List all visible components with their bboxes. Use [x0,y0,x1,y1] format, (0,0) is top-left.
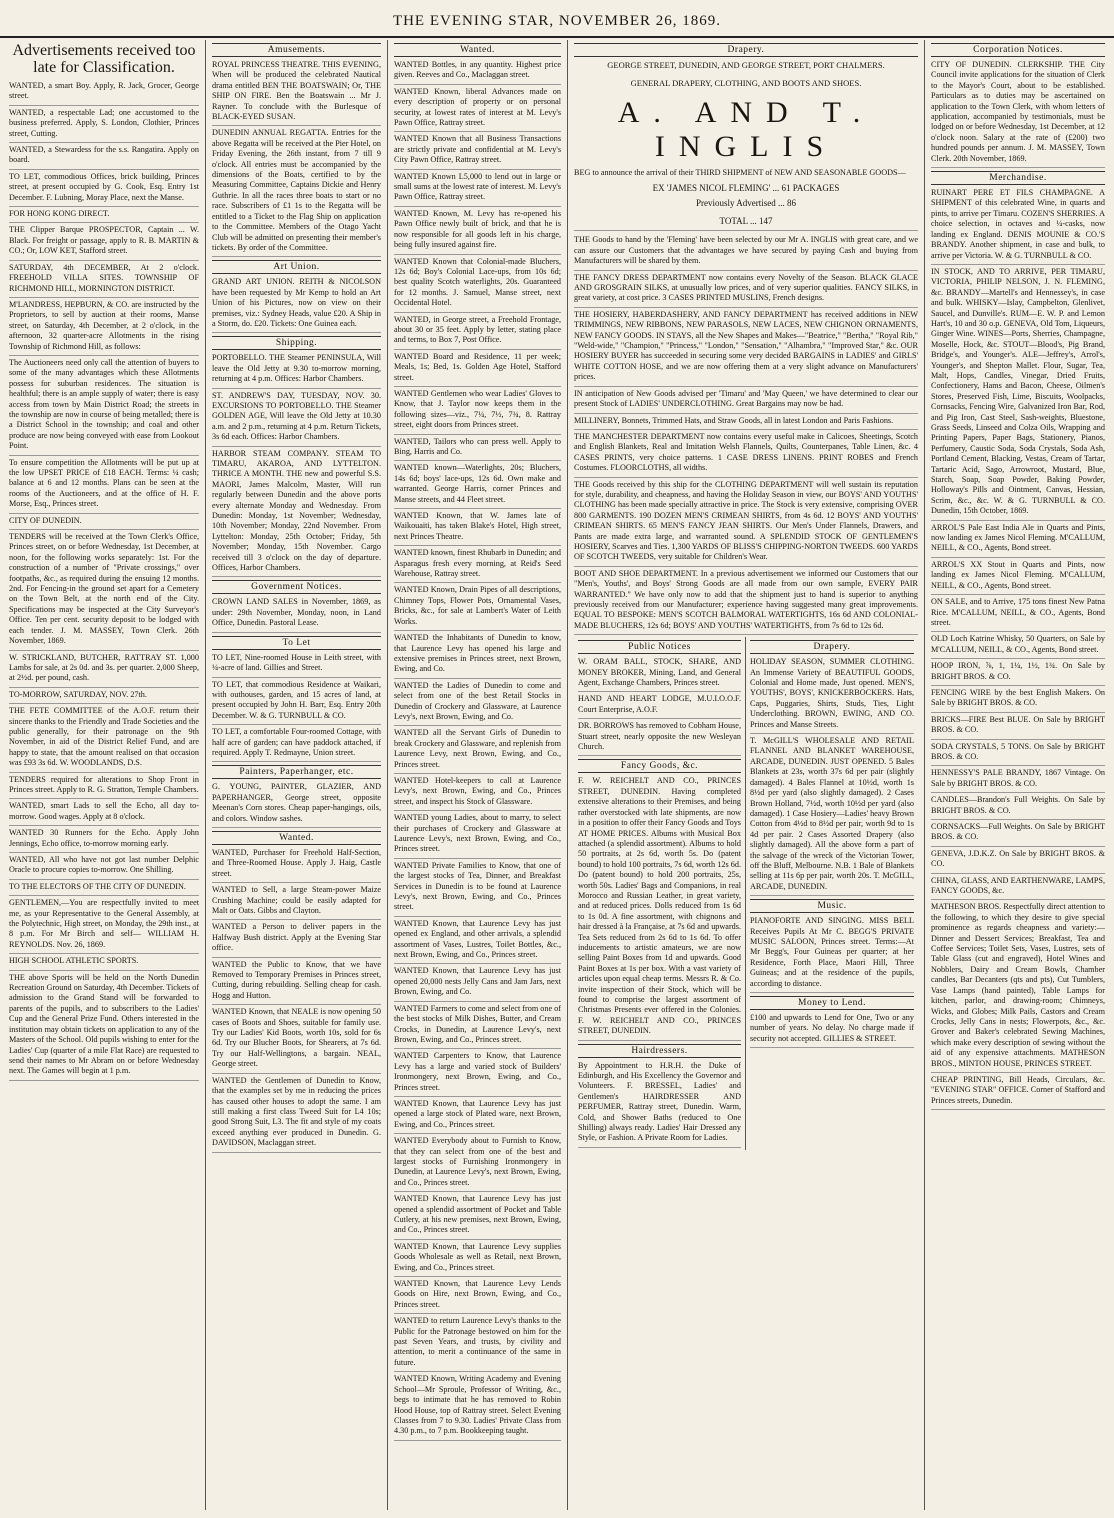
advertisement: CITY OF DUNEDIN. [9,516,199,530]
advertisement: WANTED Hotel-keepers to call at Laurence Levy's, next Brown, Ewing, and Co., Princes street, and inspect his Stock of Glassware. [394,776,561,811]
drapery-list-2 [750,657,914,896]
hairdressers-list [578,1061,741,1148]
advertisement: TO THE ELECTORS OF THE CITY OF DUNEDIN. [9,882,199,896]
public-notices-list [578,657,741,756]
ship-line-2: Previously Advertised ... 86 [696,198,796,209]
column-5 [925,40,1111,1510]
advertisement: CITY OF DUNEDIN. CLERKSHIP. THE City Council invite applications for the situation of Clerk to the Mayor's Court, about to be established. Particulars as to duties may be ascertained on application to the Town Clerk, with whom letters of application, accompanied by testimonials, must be lodged on or before Wednesday, 1st December, at 12 o'clock noon. Salary at the rate of (£200) two hundred pounds per annum. J. M. MASSEY, Town Clerk. 20th November, 1869. [931,60,1105,168]
advertisement: WANTED the Gentlemen of Dunedin to Know, that the examples set by me in reducing the prices has caused other houses to adopt the same. I am still making a first class Tweed Suit for L4 10s; good Strong Suit, L3. The fit and style of my coats exceed anything ever produced in Dunedin. G. DAVIDSON, Maclaggan street. [212,1076,381,1153]
advertisement: WANTED, All who have not got last number Delphic Oracle to procure copies to-morrow. One Shilling. [9,855,199,880]
advertisement: THE above Sports will be held on the North Dunedin Recreation Ground on Saturday, 4th December. Tickets of admission to the Grand Stand will be forwarded to parents of the pupils, and to subscribers to the Ladies' Cup and the General Prize Fund. Others interested in the institution may obtain tickets on application to any of the Masters of the School. Old pupils wishing to enter for the Ladies' Cup (quarter of a mile Flat Race) are requested to send their names to Mr Abram on or before Wednesday next. The Games will begin at 1 p.m. [9,973,199,1081]
late-ads-heading: Advertisements received too late for Classification. [12,42,196,76]
music-heading: Music. [750,899,914,913]
advertisement: WANTED Everybody about to Furnish to Know, that they can select from one of the best and largest stocks of Furnishing Ironmongery in Dunedin, at Laurence Levy's, next Brown, Ewing, and Co., Princes street. [394,1136,561,1192]
corporation-heading: Corporation Notices. [931,43,1105,57]
advertisement: W. STRICKLAND, BUTCHER, RATTRAY ST. 1,000 Lambs for sale, at 2s 0d. and 3s. per quarter. 2,000 Sheep, at 2½d. per pound, cash. [9,653,199,688]
advertisement: THE Goods to hand by the 'Fleming' have been selected by our Mr A. INGLIS with great care, and we can assure our Customers that the advantages we have secured by paying Cash and buying from Manufacturers will be shared by them. [574,235,918,270]
advertisement: HARBOR STEAM COMPANY. STEAM TO TIMARU, AKAROA, AND LYTTELTON. THRICE A MONTH. THE new and powerful S.S. MAORI, James Malcolm, Master, Will run regularly between Dunedin and the above ports every alternate Monday and Wednesday. From Dunedin: Monday, 1st November; Wednesday, 10th November; Monday, 22nd November. From Lyttelton: Monday, 25th October; Friday, 5th November; Monday, 15th November. Cargo received till 3 o'clock on the day of departure. Offices, Harbor Chambers. [212,449,381,578]
advertisement: WANTED known—Waterlights, 20s; Bluchers, 14s 6d; boys' lace-ups, 12s 6d. Own make and warranted. George Harris, corner Princes and Manse streets, and 44 Fleet street. [394,463,561,509]
advertisement: W. ORAM BALL, STOCK, SHARE, AND MONEY BROKER, Mining, Land, and General Agent, Exchange Chambers, Princes street. [578,657,741,692]
advertisement: WANTED Known, that NEALE is now opening 50 cases of Boots and Shoes, suitable for family use. Try our Ladies' Kid Boots, worth 10s, sold for 6s 6d. Try our Blucher Boots, for Shearers, at 7s 6d. Try our Half-Wellingtons, a bargain. NEAL, George street. [212,1007,381,1073]
shipping-list [212,353,381,577]
advertisement: TO LET, a comfortable Four-roomed Cottage, with half acre of garden; can have paddock attached, if required. Apply T. Redmayne, Union street. [212,727,381,762]
advertisement: WANTED, a smart Boy. Apply, R. Jack, Grocer, George street. [9,81,199,106]
advertisement: CHINA, GLASS, AND EARTHENWARE, LAMPS, FANCY GOODS, &c. [931,876,1105,901]
advertisement: WANTED Bottles, in any quantity. Highest price given. Reeves and Co., Maclaggan street. [394,60,561,85]
advertisement: WANTED Known, that Laurence Levy has just opened 20,000 nests Jelly Cans and Jam Jars, next Brown, Ewing, and Co. [394,966,561,1001]
drapery-top-line: GEORGE STREET, DUNEDIN, AND GEORGE STREET, PORT CHALMERS. [607,60,885,70]
advertisement: TO LET, Nine-roomed House in Leith street, with ¼-acre of land. Gillies and Street. [212,653,381,678]
advertisement: WANTED Known, that Laurence Levy supplies Goods Wholesale as well as Retail, next Brown, Ewing, and Co., Princes street. [394,1242,561,1277]
advertisement: MILLINERY, Bonnets, Trimmed Hats, and Straw Goods, all in latest London and Paris Fashions. [574,416,918,430]
advertisement: HENNESSY'S PALE BRANDY, 1867 Vintage. On Sale by BRIGHT BROS. & CO. [931,768,1105,793]
column-4-split [574,637,918,1150]
advertisement: GRAND ART UNION. REITH & NICOLSON have been requested by Mr Kemp to hold an Art Union of his Pictures, now on view on their premises, viz.: Sydney Heads, value £20. A Ship in a Storm, do. £20. Tickets: One Guinea each. [212,277,381,333]
advertisement: By Appointment to H.R.H. the Duke of Edinburgh, and His Excellency the Governor and Volunteers. F. BRESSEL, Ladies' and Gentlemen's HAIRDRESSER AND PERFUMER, Rattray street, Dunedin. Warm, Cold, and Shower Baths (reduced to One Shilling) always ready. Ladies' Hair Dressed any Style, or Fashion. A Private Room for Ladies. [578,1061,741,1148]
merchandise-list [931,188,1105,1110]
advertisement: MATHESON BROS. Respectfully direct attention to the following, to which they desire to give special prominence as regards cheapness and variety:— Dinner and Dessert Services; Breakfast, Tea and Coffee Services; Toilet Sets, Vases, Lustres, sets of Table Glass (cut and engraved), Hotel Wines and Nobblers, Dairy and Cream Bowls, Chamber candles, Bar Decanters (qts and pts), Cut Tumblers, Vase Lamps (hand painted), Table Lamps for kitchen, parlor, and drawing-room; Chimneys, Wicks, and Globes; Milk Pails, Castors and Cream Crocks, Jelly Cans in nests; Flowerpots, &c., &c. Grover and Baker's celebrated Sewing Machines, which make every description of sewing without the aid of any expensive attachments. MATHESON BROS., MINTON HOUSE, PRINCES STREET. [931,902,1105,1073]
column-1 [3,40,206,1510]
wanted-list [394,60,561,1441]
advertisement: ARROL'S XX Stout in Quarts and Pints, now landing ex James Nicol Fleming. M'CALLUM, NEILL, & CO., Agents, Bond street. [931,560,1105,595]
advertisement: WANTED Known that Colonial-made Bluchers, 12s 6d; Boy's Colonial Lace-ups, from 10s 6d; best quality Scotch waterlights, 20s. Guaranteed for 12 months. J. Samuel, Manse street, next Occidental Hotel. [394,257,561,313]
drapery-heading-2: Drapery. [750,640,914,654]
advertisement: WANTED Known, that Laurence Levy has just opened ex England, and other arrivals, a splendid assortment of Vases, Lustres, Toilet Bottles, &c., next Brown, Ewing, and Co., Princes street. [394,919,561,965]
advertisement: WANTED Known, that Laurence Levy Lends Goods on Hire, next Brown, Ewing, and Co., Princes street. [394,1279,561,1314]
advertisement: BRICKS—FIRE Best BLUE. On Sale by BRIGHT BROS. & CO. [931,715,1105,740]
column-4a [574,637,746,1150]
advertisement: IN anticipation of New Goods advised per 'Timaru' and 'May Queen,' we have determined to clear our present Stock of LADIES' UNDERCLOTHING. Great Bargains may now be had. [574,389,918,414]
advertisement: WANTED the Ladies of Dunedin to come and select from one of the best Retail Stocks in Dunedin of Crockery and Glassware, at Laurence Levy's, next Brown, Ewing, and Co. [394,681,561,727]
column-2 [206,40,388,1510]
advertisement: GENTLEMEN,—You are respectfully invited to meet me, as your Representative to the General Assembly, at the Polytechnic, High street, on Monday, the 29th inst., at 8 p.m. For Mr Birch and self— WILLIAM H. REYNOLDS. Nov. 26, 1869. [9,898,199,954]
advertisement: G. YOUNG, PAINTER, GLAZIER, AND PAPERHANGER, George street, opposite Meenan's Corn stores. Cheap paper-hangings, oils, and colors. Window sashes. [212,782,381,828]
art-union-list [212,277,381,333]
advertisement: CORNSACKS—Full Weights. On Sale by BRIGHT BROS. & CO. [931,822,1105,847]
wanted-heading-2: Wanted. [212,831,381,845]
amusements-list [212,60,381,257]
advertisement: WANTED, smart Lads to sell the Echo, all day to-morrow. Good wages. Apply at 8 o'clock. [9,801,199,826]
art-union-heading: Art Union. [212,260,381,274]
advertisement: BOOT AND SHOE DEPARTMENT. In a previous advertisement we informed our Customers that our "Men's, Youths', and Boys' Strong Goods are all made from our own sample, EVERY PAIR WARRANTED." We have only now to add that the shipment just to hand is superior to anything previously received from our Manufacturer; experience having suggested many great improvements. EQUAL TO BESPOKE: MEN'S SCOTCH BALMORAL WATERTIGHTS, 16s 6d AND COLONIAL-MADE BLUCHERS, 12s 6d; BOYS' AND YOUTHS' WATERTIGHTS, from 7s 6d to 12s 6d. [574,569,918,635]
advertisement: SODA CRYSTALS, 5 TONS. On Sale by BRIGHT BROS. & CO. [931,742,1105,767]
painters-heading: Painters, Paperhanger, etc. [212,765,381,779]
merchandise-heading: Merchandise. [931,171,1105,185]
advertisement: M'LANDRESS, HEPBURN, & CO. are instructed by the Proprietors, to sell by auction at their rooms, Manse street, on Saturday, 4th December, at 2 o'clock, in the afternoon, 32 quarter-acre Allotments in the rising Township of Richmond Hill, as follows: [9,300,199,356]
masthead: THE EVENING STAR, NOVEMBER 26, 1869. [0,6,1114,38]
advertisement: WANTED Known, M. Levy has re-opened his Pawn Office newly built of brick, and that he is now responsible for all goods left in his charge, being fully insured against fire. [394,209,561,255]
advertisement: HAND AND HEART LODGE, M.U.I.O.O.F. Court Enterprise, A.O.F. [578,694,741,719]
advertisement: WANTED, Purchaser for Freehold Half-Section, and Three-Roomed House. Apply J. Haig, Castle street. [212,848,381,883]
advertisement: THE FETE COMMITTEE of the A.O.F. return their sincere thanks to the Friendly and Trade Societies and the public generally, for their patronage on the 9th November, in aid of the District Relief Fund, and are happy to state, that the amount realised on that occasion was £93 3s 6d. W. WOODLANDS, D.S. [9,706,199,772]
advertisement: WANTED Board and Residence, 11 per week; Meals, 1s; Bed, 1s. Golden Age Hotel, Stafford street. [394,352,561,387]
to-let-list [212,653,381,763]
advertisement: WANTED all the Servant Girls of Dunedin to break Crockery and Glassware, and replenish from Laurence Levy, next Brown, Ewing, and Co., Princes street. [394,728,561,774]
advertisement: FENCING WIRE by the best English Makers. On Sale by BRIGHT BROS. & CO. [931,688,1105,713]
advertisement: ARROL'S Pale East India Ale in Quarts and Pints, now landing ex James Nicol Fleming. M'CALLUM, NEILL, & CO., Agents, Bond street. [931,523,1105,558]
advertisement: OLD Loch Katrine Whisky, 50 Quarters, on Sale by M'CALLUM, NEILL, & CO., Agents, Bond street. [931,634,1105,659]
advertisement: WANTED the Public to Know, that we have Removed to Temporary Premises in Princes street, Cutting, during rebuilding. Selling cheap for cash. Hogg and Hutton. [212,960,381,1006]
advertisement: To ensure competition the Allotments will be put up at the low UPSET PRICE of £18 EACH. Terms: ¼ cash; balance at 6 and 12 months. Plans can be seen at the rooms of the Auctioneers, and at the office of H. F. Morse, Esq., Princes street. [9,458,199,514]
advertisement: WANTED Known, that Laurence Levy has just opened a splendid assortment of Pocket and Table Cutlery, at his new premises, next Brown, Ewing, and Co., Princes street. [394,1194,561,1240]
advertisement: WANTED the Inhabitants of Dunedin to know, that Laurence Levy has opened his large and extensive premises in Princes street, next Brown, Ewing, and Co. [394,633,561,679]
columns [3,40,1111,1510]
advertisement: THE MANCHESTER DEPARTMENT now contains every useful make in Calicoes, Sheetings, Scotch and English Blankets, Real and Imitation Welsh Flannels, Quilts, Counterpanes, Table Linen, &c. 4 CASES PRINTS, very choice patterns. 1 CASE DRESS LINENS. PRINT ROBES and French Costumes. FLOORCLOTHS, all widths. [574,432,918,478]
firm-name: A. AND T. INGLIS [617,96,875,163]
shipping-heading: Shipping. [212,336,381,350]
advertisement: F. W. REICHELT AND CO., PRINCES STREET, DUNEDIN. Having completed extensive alterations to their Premises, and being rather overstocked with late shipments, are now in a position to offer their Fancy Goods and Toys AT HOME PRICES. Albums with Musical Box attached (a splendid assortment). Albums to hold 50 portraits, at 2s 6d, worth 5s. Do (patent bound) to hold 100 portraits, 7s 6d, worth 12s 6d. Do (patent bound) to hold 200 portraits, 25s, worth 50s. Ladies' Bags and Companions, in real Morocco and Russian Leather, in great variety, and at reduced prices. Dolls reduced from 1s 6d to 1s 0d. A fine assortment, with chignons and hair dressed à la Française, at 7s 6d and upwards. Tea Sets reduced from 2s 6d to 1s 6d. To offer inducements to artistic amateurs, we are now selling Paint Boxes from 1d and upwards. Good Paint Boxes at 1s per box. With a vast variety of articles upon equal cheap terms. Messrs R. & Co. invite inspection of their Stock, which will be found to comprise the largest assortment of Christmas Presents ever offered in the Colonies. F. W. REICHELT AND CO., PRINCES STREET, DUNEDIN. [578,776,741,1040]
advertisement: DR. BORROWS has removed to Cobham House, Stuart street, nearly opposite the new Wesleyan Church. [578,721,741,756]
advertisement: WANTED Gentlemen who wear Ladies' Gloves to Know, that J. Taylor now keeps them in the following sizes—viz., 7¼, 7½, 7¾, 8. Rattray street, eight doors from Princes street. [394,389,561,435]
column-3 [388,40,568,1510]
advertisement: WANTED young Ladies, about to marry, to select their purchases of Crockery and Glassware at Laurence Levy's, next Brown, Ewing, and Co., Princes street. [394,813,561,859]
advertisement: HOOP IRON, ⅞, 1, 1¼, 1½, 1¾. On Sale by BRIGHT BROS. & CO. [931,661,1105,686]
advertisement: CROWN LAND SALES in November, 1869, as under: 29th November, Monday, noon, in Land Office, Dunedin. Pastoral Lease. [212,597,381,632]
government-list [212,597,381,632]
advertisement: TO-MORROW, SATURDAY, NOV. 27th. [9,690,199,704]
late-ads-list [9,81,199,1081]
advertisement: ON SALE, and to Arrive, 175 tons finest New Patna Rice. M'CALLUM, NEILL, & CO., Agents, Bond street. [931,597,1105,632]
advertisement: WANTED to return Laurence Levy's thanks to the Public for the Patronage bestowed on him for the past Seven Years, and trusts, by civility and attention, to merit a continuance of the same in future. [394,1316,561,1372]
advertisement: WANTED Known, liberal Advances made on every description of property or on personal security, at lowest rates of interest at M. Levy's Pawn Office, Rattray street. [394,87,561,133]
advertisement: PIANOFORTE AND SINGING. MISS BELL Receives Pupils At Mr C. BEGG'S PRIVATE MUSIC SALOON, Princes street. Terms:—At Mr Begg's, Four Guineas per quarter; at her Residence, Forth Place, Maori Hill, Three Guineas; and at the residence of the pupils, according to distance. [750,916,914,993]
wanted-list-2 [212,848,381,1153]
wanted-heading: Wanted. [394,43,561,57]
advertisement: PORTOBELLO. THE Steamer PENINSULA, Will leave the Old Jetty at 9.30 to-morrow morning, returning at 4 p.m. Offices: Harbor Chambers. [212,353,381,388]
music-list [750,916,914,993]
drapery-paragraphs [574,235,918,635]
advertisement: THE HOSIERY, HABERDASHERY, AND FANCY DEPARTMENT has received additions in NEW TRIMMINGS, NEW RIBBONS, NEW PARASOLS, NEW LACES, NEW CHIGNON ORNAMENTS, NEW FANCY GOODS. IN STAYS, all the New Shapes and Makes—"Beatrice," "Bertha," "Royal Rib," "Weld-wide," "Champion," "Princess," "London," "Sensation," "Alhambra," "Improved Star," &c. OUR HOSIERY BUYER has succeeded in securing some very decided BARGAINS in LADIES' and GIRLS' WHITE COTTON HOSE, and we are now offering them at a very slight advance on Manufacturers' prices. [574,310,918,387]
fancy-goods-list [578,776,741,1040]
advertisement: WANTED Known L5,000 to lend out in large or small sums at the lowest rate of interest. M. Levy's Pawn Office, Rattray street. [394,172,561,207]
advertisement: RUINART PERE ET FILS CHAMPAGNE. A SHIPMENT of this celebrated Wine, in quarts and pints, to arrive per Timaru. COZEN'S SHERRIES. A choice selection, in octaves and ¼-casks, now landing ex England. DENIS MOUNIE & CO.'S BRANDY. Another shipment, in case and bulk, to arrive per Victoria. W. & G. TURNBULL & CO. [931,188,1105,265]
advertisement: The Auctioneers need only call the attention of buyers to some of the many advantages which these Allotments possess for suburban residences. The situation is healthful; there is an ample supply of water; there is easy access from town by Main District Road; the streets in the township are now in course of being metalled; there is a District School in the township; and coal and other produce are now being conveyed with ease from Lookout Point. [9,358,199,456]
total-line: TOTAL ... 147 [574,216,918,231]
drapery-sub-line: GENERAL DRAPERY, CLOTHING, AND BOOTS AND SHOES. [630,78,862,88]
advertisement: WANTED 30 Runners for the Echo. Apply John Jennings, Echo office, to-morrow morning early. [9,828,199,853]
advertisement: SATURDAY, 4th DECEMBER, At 2 o'clock. FREEHOLD VILLA SITES. TOWNSHIP OF RICHMOND HILL, MORNINGTON DISTRICT. [9,263,199,298]
advertisement: ROYAL PRINCESS THEATRE. THIS EVENING, When will be produced the celebrated Nautical drama entitled BEN THE BOATSWAIN; Or, THE SHIP ON FIRE. Ben the Boatswain ... Mr J. Rayner. To conclude with the Burlesque of BLACK-EYED SUSAN. [212,60,381,126]
drapery-intro: BEG to announce the arrival of their THIRD SHIPMENT of NEW AND SEASONABLE GOODS— [574,168,906,177]
fancy-goods-heading: Fancy Goods, &c. [578,759,741,773]
column-4b [746,637,918,1150]
drapery-heading: Drapery. [574,43,918,57]
column-4 [568,40,925,1510]
advertisement: GENEVA, J.D.K.Z. On Sale by BRIGHT BROS. & CO. [931,849,1105,874]
government-heading: Government Notices. [212,580,381,594]
advertisement: WANTED a Person to deliver papers in the Halfway Bush district. Apply at the Evening Star office. [212,922,381,957]
money-list [750,1013,914,1048]
advertisement: TO LET, commodious Offices, brick building, Princes street, at present occupied by G. Cook, Esq. Entry 1st December. F. Lubning, Moray Place, next the Manse. [9,172,199,207]
advertisement: WANTED, in George street, a Freehold Frontage, about 30 or 35 feet. Apply by letter, stating place and terms, to Box 7, Post Office. [394,315,561,350]
advertisement: HIGH SCHOOL ATHLETIC SPORTS. [9,956,199,970]
advertisement: TO LET, that commodious Residence at Waikari, with outhouses, garden, and 15 acres of land, at present occupied by John H. Barr, Esq. Entry 20th December. W. & G. TURNBULL & CO. [212,680,381,726]
advertisement: WANTED Known, Writing Academy and Evening School—Mr Sproule, Professor of Writing, &c., begs to intimate that he has removed to Robin Hood House, top of Rattray street. Select Evening Classes from 7 to 9.30. Ladies' Private Class from 4.30 p.m., to 7 p.m. Bookkeeping taught. [394,1374,561,1440]
advertisement: WANTED Farmers to come and select from one of the best stocks of Milk Dishes, Butter, and Cream Crocks, in Dunedin, at Laurence Levy's, next Brown, Ewing, and Co., Princes street. [394,1004,561,1050]
advertisement: ST. ANDREW'S DAY, TUESDAY, NOV. 30. EXCURSIONS TO PORTOBELLO. THE Steamer GOLDEN AGE, Will leave the Old Jetty at 10.30 a.m. and 2 p.m., returning at 4 p.m. Return Tickets, 3s 6d each. Offices: Harbor Chambers. [212,391,381,447]
advertisement: T. McGILL'S WHOLESALE AND RETAIL FLANNEL AND BLANKET WAREHOUSE, ARCADE, DUNEDIN. JUST OPENED. 5 Bales Blankets at 23s, worth 37s 6d per pair (slightly damaged). 4 Bales Flannel at 10½d, worth 1s 8½d per yard (also slightly damaged). 2 Cases Brown Holland, 7½d, worth 10½d per yard (also damaged). 1 Case Hosiery—Ladies' heavy Brown Cotton from 4½d to 8½d per pair, worth 9d to 1s 4d per pair. 2 Cases Assorted Drapery (also slightly damaged). All the above form a part of the salvage of the wreck of the Victorian Tower, off the Bluff, Melbourne. N.B. 1 Bale of Blankets selling at 11s 6p per pair, worth 20s. T. McGILL, ARCADE, DUNEDIN. [750,736,914,896]
advertisement: WANTED Known that all Business Transactions are strictly private and confidential at M. Levy's City Pawn Office, Rattray street. [394,134,561,169]
advertisement: WANTED Known, that W. James late of Waikouaiti, has taken Blake's Hotel, High street, next Princes Theatre. [394,511,561,546]
advertisement: DUNEDIN ANNUAL REGATTA. Entries for the above Regatta will be received at the Pier Hotel, on Friday Evening, the 26th instant, from 7 till 9 o'clock. All entries must be accompanied by the dimensions of the Boats, certified to by the Measuring Committee, Captains Dickie and Henry Guthrie. In all the races three boats to start or no race. Subscribers of £1 1s to the Regatta will be entitled to a Ticket to the Flag Ship on application to the Committee. Members of the Otago Yacht Club will be admitted on presenting their member's tickets. By order of the Committee. [212,128,381,257]
advertisement: WANTED, a Stewardess for the s.s. Rangatira. Apply on board. [9,145,199,170]
corporation-list [931,60,1105,168]
advertisement: WANTED, Tailors who can press well. Apply to Bing, Harris and Co. [394,437,561,462]
advertisement: TENDERS required for alterations to Shop Front in Princes street. Apply to R. G. Stratton, Temple Chambers. [9,775,199,800]
advertisement: CANDLES—Brandon's Full Weights. On Sale by BRIGHT BROS. & CO. [931,795,1105,820]
advertisement: THE Clipper Barque PROSPECTOR, Captain ... W. Black. For freight or passage, apply to R. B. MARTIN & CO.; Or, LOW KET, Stafford street. [9,225,199,260]
advertisement: THE Goods received by this ship for the CLOTHING DEPARTMENT will well sustain its reputation for style, durability, and cheapness, and having the Holiday Season in view, our BOYS' AND YOUTHS' CLOTHING has been made specially attractive in price. The Stock is very extensive, comprising OVER 800 GARMENTS. 190 DOZEN MEN'S CRIMEAN SHIRTS, from 4s 6d. 12 BOYS' AND YOUTHS' CRIMEAN SHIRTS. 65 MEN'S FANCY JEAN SHIRTS. Our Men's Under Flannels, Drawers, and Pants are made extra large, and warranted sound. A SPLENDID STOCK OF GENTLEMEN'S HOSIERY, Scarves and Ties. 1,300 YARDS OF BLISS'S CHIPPING-NORTON TWEEDS. 600 YARDS OF SCOTCH TWEEDS, very suitable for Children's Wear. [574,480,918,567]
painters-list [212,782,381,828]
advertisement: WANTED to Sell, a large Steam-power Maize Crushing Machine; could be easily adapted for Malt or Oats. Gibbs and Clayton. [212,885,381,920]
advertisement: WANTED Carpenters to Know, that Laurence Levy has a large and varied stock of Builders' Ironmongery, next Brown, Ewing, and Co., Princes street. [394,1051,561,1097]
hairdressers-heading: Hairdressers. [578,1044,741,1058]
advertisement: £100 and upwards to Lend for One, Two or any number of years. No delay. No charge made if security not accepted. GILLIES & STREET. [750,1013,914,1048]
advertisement: WANTED Known, Drain Pipes of all descriptions, Chimney Tops, Flower Pots, Ornamental Vases, Bricks, &c., for sale at Lambert's Water of Leith Works. [394,585,561,631]
advertisement: HOLIDAY SEASON, SUMMER CLOTHING. An Immense Variety of BEAUTIFUL GOODS, Colonial and Home made, Just opened. MEN'S, YOUTHS', BOYS', KNICKERBOCKERS. Hats, Caps, Puggaries, Shirts, Studs, Ties, Light Underclothing. BROWN, EWING, AND CO. Princes and Manse Streets. [750,657,914,734]
advertisement: TENDERS will be received at the Town Clerk's Office, Princes street, on or before Wednesday, 1st December, at noon, for the following works separately: 1st. For the construction of a number of "Private crossings," over footpaths, &c., as required during the ensuing 12 months. 2nd. For Fencing-in the ground set apart for a Cemetery on the Town Belt, at the north end of the City. Specifications may be inspected at the City Surveyor's Office. Ten per cent. security deposit to be lodged with each tender. J. M. MASSEY, Town Clerk. 26th November, 1869. [9,532,199,650]
ship-line-1: EX 'JAMES NICOL FLEMING' ... 61 PACKAGES [652,183,840,194]
amusements-heading: Amusements. [212,43,381,57]
advertisement: FOR HONG KONG DIRECT. [9,209,199,223]
advertisement: WANTED Known, that Laurence Levy has just opened a large stock of Plated ware, next Brown, Ewing, and Co., Princes street. [394,1099,561,1134]
to-let-heading: To Let [212,636,381,650]
advertisement: IN STOCK, AND TO ARRIVE, PER TIMARU, VICTORIA, PHILIP NELSON, J. N. FLEMING, &c. BRANDY—Martell's and Hennessey's, in case and bulk. WHISKY—Islay, Campbelton, Glenlivet, Saucel, and Dunville's. RUM—E. W. P. and Lemon Hart's, 10 and 30 o.p. GENEVA, Old Tom, Liqueurs, Ginger Wine. WINES—Ports, Sherries, Champagne, Moselle, Hock, &c. STOUT—Blood's, Pig Brand, Bridge's, and Younger's. ALE—Jeffrey's, Arrol's, Younger's, and Shepton Mallet. Flour, Sugar, Tea, Malt, Hops, Candles, Vinegar, Dried Fruits, Confectionery, Hams and Bacon, Cheese, Oilmen's Stores, Preserved Fish, Lime, Biscuits, Woolpacks, Cornsacks, Fencing Wire, Galvanized Iron Bar, Rod, and Pig Iron, Cast Steel, Sash-weights, Bluestone, Grass Seeds, Linseed and Colza Oils, Wrapping and Printing Papers, Paper Bags, Stationery, Pianos, Perfumery, Caustic Soda, Soda Crystals, Soda Ash, Portland Cement, Blacking, Vestas, Cream of Tartar, Tartaric Acid, Sago, Arrowroot, Mustard, Blue, Starch, Soap, Soap Powder, Baking Powder, Holloway's Pills and Ointment, Canvas, Hessian, Scrim, &c., &c. W. & G. TURNBULL & CO. Dunedin, 15th October, 1869. [931,267,1105,521]
money-heading: Money to Lend. [750,996,914,1010]
advertisement: WANTED Private Families to Know, that one of the largest stocks of Tea, Dinner, and Breakfast Services in Dunedin is to be found at Laurence Levy's, next Brown, Ewing, and Co., Princes street. [394,861,561,917]
advertisement: WANTED known, finest Rhubarb in Dunedin; and Asparagus fresh every morning, at Reid's Seed Warehouse, Rattray street. [394,548,561,583]
advertisement: WANTED, a respectable Lad; one accustomed to the business preferred. Apply, S. London, Clothier, Princes street, Cutting. [9,108,199,143]
advertisement: THE FANCY DRESS DEPARTMENT now contains every Novelty of the Season. BLACK GLACE AND GROSGRAIN SILKS, at unusually low prices, and of very superior qualities. FANCY SILKS, in great variety, at cost price. 3 CASES PRINTED MUSLINS, French designs. [574,273,918,308]
advertisement: CHEAP PRINTING, Bill Heads, Circulars, &c. "EVENING STAR" OFFICE. Corner of Stafford and Princes streets, Dunedin. [931,1075,1105,1110]
public-notices-heading: Public Notices [578,640,741,654]
